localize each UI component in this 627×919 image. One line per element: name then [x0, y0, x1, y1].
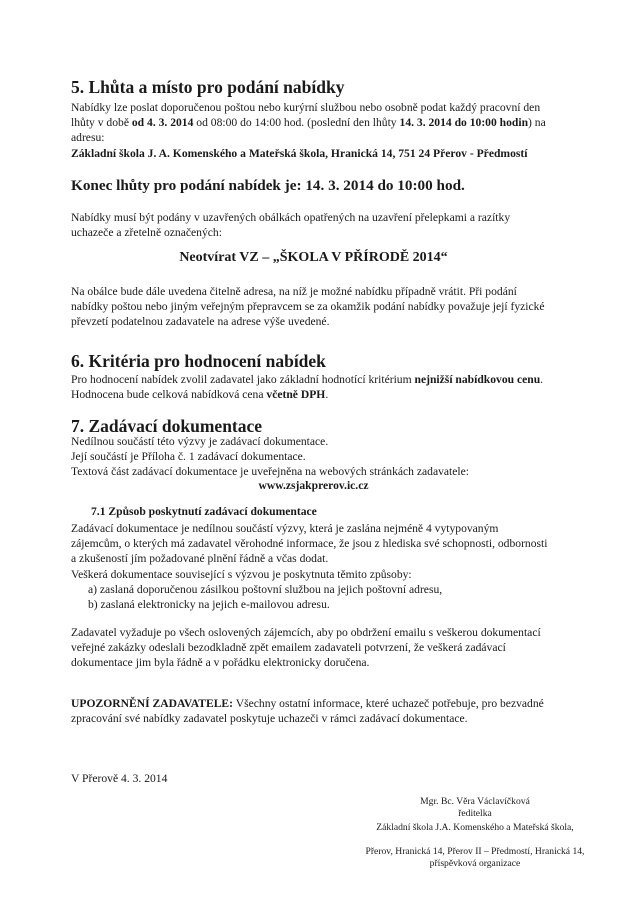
distribution-intro: Veškerá dokumentace související s výzvou je poskytnuta těmito způsoby: — [71, 568, 412, 581]
contracting-authority-notice: UPOZORNĚNÍ ZADAVATELE: Všechny ostatní informace, které uchazeč potřebuje, pro bezvadné zpracování své nabídky zadavatel poskytuje uchazeči v rámci zadávací dokumentace. — [71, 697, 544, 726]
documentation-line-2: Její součástí je Příloha č. 1 zadávací dokumentace. — [71, 450, 306, 463]
deadline-statement: Konec lhůty pro podání nabídek je: 14. 3. 2014 do 10:00 hod. — [71, 177, 465, 194]
option-b: b) zaslaná elektronicky na jejich e-mailovou adresu. — [88, 598, 330, 612]
organization-type: příspěvková organizace — [429, 858, 521, 869]
school-name: Základní škola J.A. Komenského a Mateřská škola, — [376, 822, 574, 833]
signatory-name: Mgr. Bc. Věra Václavíčková — [420, 796, 530, 807]
signatory-role: ředitelka — [458, 808, 492, 819]
envelope-instructions: Nabídky musí být podány v uzavřených obálkách opatřených na uzavření přelepkami a razítky uchazeče a zřetelně označených: — [71, 211, 511, 240]
website-url: www.zsjakprerov.ic.cz — [258, 479, 369, 492]
section-7-heading: 7. Zadávací dokumentace — [71, 416, 263, 436]
evaluation-criteria-text: Pro hodnocení nabídek zvolil zadavatel jako základní hodnotící kritérium nejnižší nabídkovou cenu. Hodnocena bude celková nabídková cena včetně DPH. — [71, 373, 544, 402]
confirmation-requirement: Zadavatel vyžaduje po všech oslovených zájemcích, aby po obdržení emailu s veškerou dokumentací veřejné zakázky odeslali bezodkladně zpět emailem zadavateli potvrzení, že veškerá zadávací dokumentace jim byla řádně a v pořádku elektronicky doručena. — [71, 626, 541, 670]
school-address: Přerov, Hranická 14, Přerov II – Předmostí, Hranická 14, — [365, 846, 585, 857]
documentation-line-3: Textová část zadávací dokumentace je uveřejněna na webových stránkách zadavatele: — [71, 465, 470, 478]
section-5-intro: Nabídky lze poslat doporučenou poštou nebo kurýrní službou nebo osobně podat každý pracovní den lhůty v době od 4. 3. 2014 od 08:00 do 14:00 hod. (poslední den lhůty 14. 3. 2014 do 10:00 hodin) na adresu: — [71, 101, 546, 145]
envelope-marking: Neotvírat VZ – „ŠKOLA V PŘÍRODĚ 2014“ — [179, 250, 448, 265]
documentation-line-1: Nedílnou součástí této výzvy je zadávací dokumentace. — [71, 435, 329, 448]
section-5-heading: 5. Lhůta a místo pro podání nabídky — [71, 77, 345, 97]
envelope-notes: Na obálce bude dále uvedena čitelně adresa, na níž je možné nabídku případně vrátit. Při podání nabídky poštou nebo jiným veřejným přepravcem se za okamžik podání nabídky považuje její fyzické převzetí podatelnou zadavatele na adrese výše uvedené. — [71, 285, 545, 329]
section-6-heading: 6. Kritéria pro hodnocení nabídek — [71, 351, 326, 371]
place-and-date: V Přerově 4. 3. 2014 — [71, 772, 168, 785]
submission-address: Základní škola J. A. Komenského a Mateřská škola, Hranická 14, 751 24 Přerov - Předmostí — [71, 147, 528, 160]
option-a: a) zaslaná doporučenou zásilkou poštovní službou na jejich poštovní adresu, — [88, 583, 443, 596]
subsection-7-1-heading: 7.1 Způsob poskytnutí zadávací dokumentace — [91, 505, 317, 518]
distribution-options — [88, 582, 442, 612]
subsection-7-1-text: Zadávací dokumentace je nedílnou součástí výzvy, která je zaslána nejméně 4 vytypovaným zájemcům, o kterých má zadavatel věrohodné informace, že jsou z hlediska své schopnosti, odbornosti a zkušeností jím požadované plnění řádně a včas dodat. — [71, 522, 548, 566]
signature-block — [360, 796, 590, 870]
